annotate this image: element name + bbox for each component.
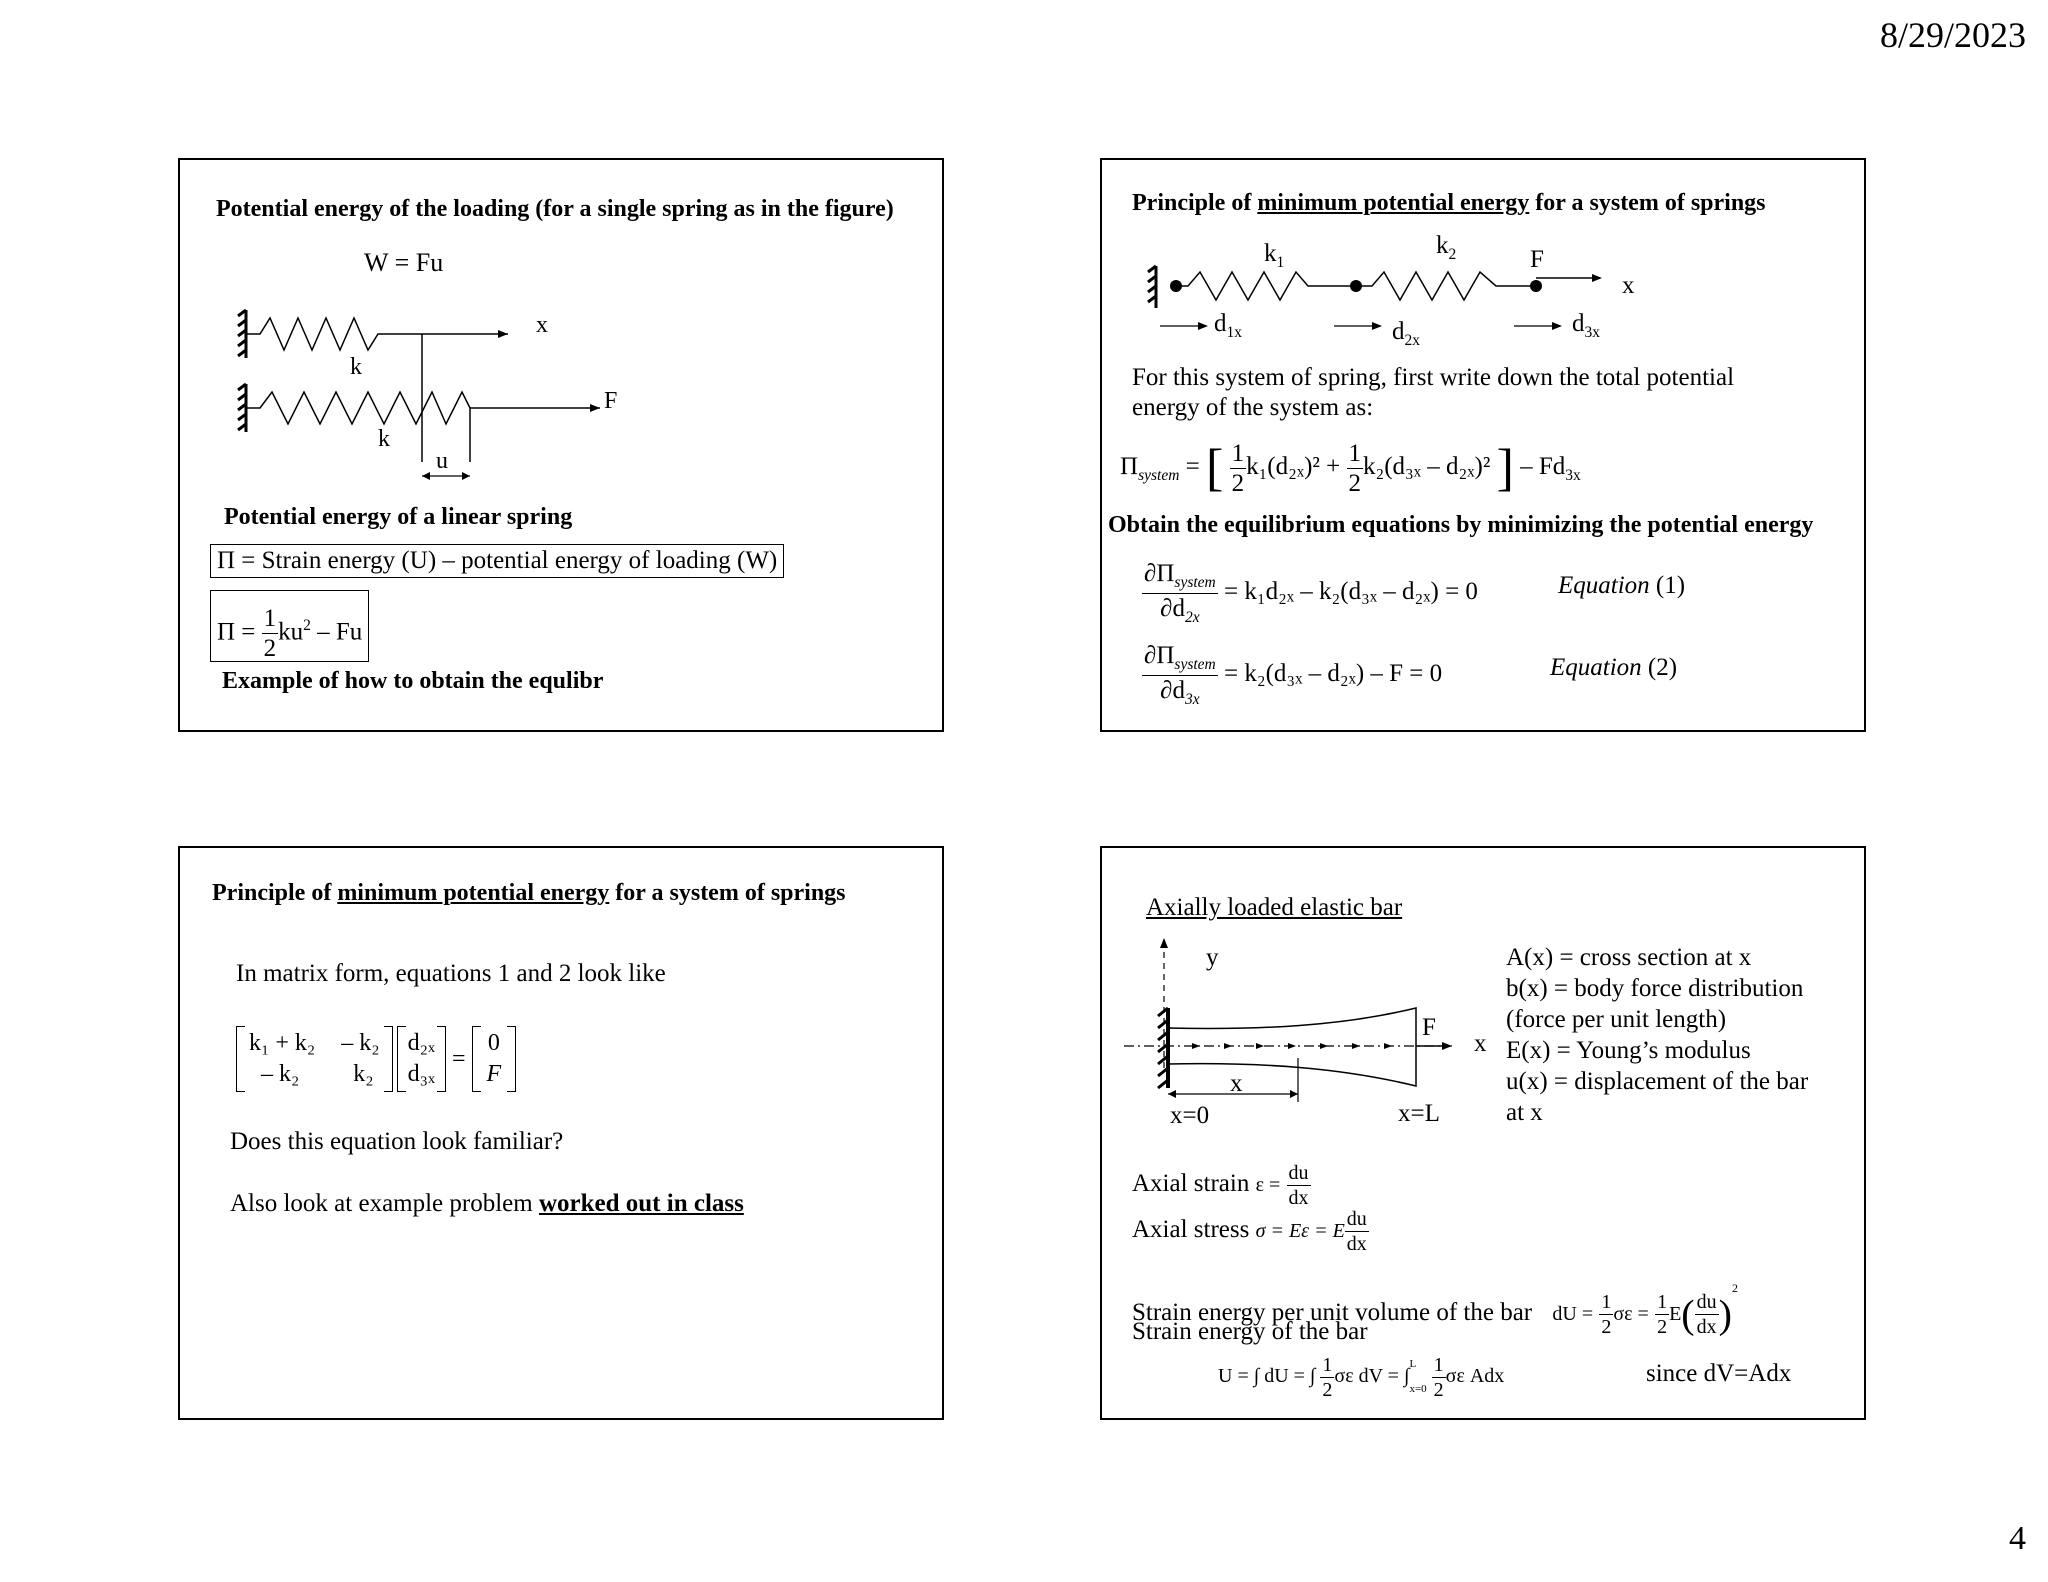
- axial-stress: [1132, 1200, 1369, 1260]
- slide3-heading: [212, 880, 846, 907]
- pi-eq-half: [262, 606, 279, 661]
- k1-sub: 1: [1276, 254, 1285, 271]
- slide4-heading: Axially loaded elastic bar: [1146, 894, 1403, 921]
- force-F-label: F: [1530, 246, 1544, 273]
- wall-bottom-icon: [238, 384, 246, 432]
- half-2: [1347, 441, 1364, 496]
- se-bar-half2-num: 1: [1433, 1353, 1444, 1376]
- se-bar-eq: U = ∫ dU = ∫: [1218, 1365, 1316, 1387]
- slide3-line2: Does this equation look familiar?: [230, 1128, 564, 1155]
- equation-2-label: [1550, 654, 1677, 682]
- eq1-label-num: (1): [1655, 572, 1686, 599]
- fig1-k-bottom-label: k: [378, 426, 390, 452]
- axis-x-label: x: [1622, 272, 1635, 299]
- v2: d₃ₓ: [407, 1061, 435, 1087]
- eq2-den: ∂d: [1160, 676, 1185, 704]
- strain-du: du: [1288, 1161, 1309, 1184]
- eq2-den-sub: 3x: [1184, 690, 1200, 708]
- x0-label: x=0: [1170, 1102, 1210, 1129]
- slide3-line1: In matrix form, equations 1 and 2 look like: [236, 960, 666, 987]
- stiffness-matrix: [245, 1026, 384, 1092]
- pi-system-equation: $\Pi_{system}$ = [ $\frac{1}{2}$ k₁(d₂ₓ)² + $\frac{1}{2}$ k₂(d₃ₓ – d₂ₓ)² ] – $Fd_{3x}$: [1120, 439, 1581, 497]
- axis-x-label: x: [1474, 1030, 1487, 1057]
- worked-out-link: worked out in class: [538, 1190, 744, 1217]
- se-bar-half2-den: 2: [1433, 1378, 1444, 1401]
- slide3-heading-post: for a system of springs: [609, 880, 846, 906]
- wall-icon: [1148, 266, 1156, 308]
- fig1-F-label: F: [604, 388, 618, 414]
- pi-eq-num: 1: [263, 605, 277, 633]
- d2x-label: [1392, 318, 1420, 350]
- r2: F: [486, 1061, 502, 1087]
- def-displacement: u(x) = displacement of the bar: [1506, 1068, 1809, 1095]
- k1-k: k: [1264, 240, 1277, 267]
- stress-label: Axial stress: [1132, 1216, 1250, 1243]
- definitions-list: [1506, 942, 1808, 1128]
- half-2-den: 2: [1348, 469, 1362, 497]
- slide2-heading-pre: Principle of: [1132, 190, 1258, 216]
- stress-dx: dx: [1346, 1232, 1367, 1255]
- se-bar-half-1: [1320, 1355, 1334, 1400]
- eq-tail: – Fd: [1520, 453, 1566, 480]
- se-bar-lim-top: L: [1409, 1358, 1417, 1371]
- node-3-icon: [1530, 280, 1542, 292]
- def-body-force: b(x) = body force distribution: [1506, 975, 1804, 1002]
- pi-eq-lhs: Π =: [217, 618, 256, 646]
- axis-y-label: y: [1206, 944, 1219, 971]
- se-vol-dx: dx: [1696, 1315, 1717, 1338]
- stress-fraction: [1345, 1209, 1369, 1254]
- slide2-eq-heading: Obtain the equilibrium equations by minimizing the potential energy: [1108, 512, 1814, 538]
- displacement-vector: [406, 1026, 437, 1092]
- date-header: 8/29/2023: [1879, 15, 2026, 55]
- slide2-text-line2: energy of the system as:: [1132, 394, 1374, 421]
- k2-label: [1436, 232, 1456, 264]
- eq1-label-word: Equation: [1558, 572, 1650, 599]
- se-bar-label: Strain energy of the bar: [1132, 1318, 1368, 1345]
- se-vol-b: σε =: [1613, 1303, 1649, 1325]
- eq2-label-num: (2): [1647, 654, 1678, 681]
- eq-tail-sub: 3x: [1565, 467, 1581, 484]
- slide-3: [178, 846, 944, 1420]
- page-number: 4: [2009, 1520, 2026, 1557]
- eq-term-1: k₁(d₂ₓ)² +: [1246, 453, 1341, 480]
- pi-eq-den: 2: [263, 635, 277, 663]
- slide1-example: Example of how to obtain the equlibr: [222, 668, 604, 694]
- slide-1: [178, 158, 944, 732]
- pi-equation: [210, 590, 369, 662]
- d1x-sub: 1x: [1226, 324, 1242, 341]
- half-1: [1230, 441, 1247, 496]
- d1x-d: d: [1214, 310, 1227, 337]
- se-vol-sq: 2: [1731, 1281, 1738, 1295]
- se-bar-half-2: [1432, 1355, 1446, 1400]
- eq1-num-sub: system: [1174, 574, 1216, 592]
- se-vol-du: du: [1696, 1290, 1717, 1313]
- eq2-num: ∂Π: [1144, 642, 1175, 670]
- fig1-x-label: x: [536, 312, 548, 338]
- since-note: since dV=Adx: [1646, 1360, 1792, 1387]
- eq-term-2: k₂(d₃ₓ – d₂ₓ)²: [1363, 453, 1491, 480]
- eq1-fraction: [1142, 561, 1218, 625]
- strain-lhs: ε =: [1255, 1174, 1281, 1196]
- force-F-label: F: [1422, 1014, 1436, 1041]
- spring-k2-icon: [1356, 272, 1536, 300]
- def-youngs-modulus: E(x) = Young’s modulus: [1506, 1037, 1751, 1064]
- d2x-sub: 2x: [1404, 332, 1420, 349]
- equation-1: [1142, 556, 1478, 628]
- eq1-den-sub: 2x: [1184, 608, 1200, 626]
- xL-label: x=L: [1398, 1100, 1440, 1127]
- slide-2: [1100, 158, 1866, 732]
- k2-sub: 2: [1448, 246, 1457, 263]
- stress-du: du: [1346, 1207, 1367, 1230]
- slide1-subheading: Potential energy of a linear spring: [224, 504, 573, 530]
- wall-icon: [1158, 1008, 1168, 1088]
- def-displacement-cont: at x: [1506, 1099, 1543, 1126]
- slide-4: [1100, 846, 1866, 1420]
- slide3-heading-pre: Principle of: [212, 880, 338, 906]
- d3x-label: [1572, 310, 1600, 342]
- se-bar-lim-bot: x=0: [1409, 1383, 1427, 1396]
- slide2-heading-underlined: minimum potential energy: [1257, 190, 1530, 216]
- strain-energy-per-volume: Strain energy per unit volume of the bar dU = $\frac{1}{2}$ σε = $\frac{1}{2}$ E( $\frac{du}{dx}$ )$^2$: [1132, 1281, 1738, 1338]
- pi-sys-sub: system: [1138, 467, 1180, 484]
- eq2-fraction: [1142, 643, 1218, 707]
- def-body-force-unit: (force per unit length): [1506, 1006, 1727, 1033]
- spring-k1-icon: [1176, 272, 1356, 300]
- se-vol-dudx: [1695, 1292, 1719, 1337]
- slide1-heading: Potential energy of the loading (for a single spring as in the figure): [216, 196, 894, 222]
- pi-eq-tail: – Fu: [317, 618, 363, 646]
- slide2-heading-post: for a system of springs: [1529, 190, 1766, 216]
- d2x-d: d: [1392, 318, 1405, 345]
- slide3-heading-underlined: minimum potential energy: [337, 880, 610, 906]
- se-vol-half1-den: 2: [1601, 1315, 1612, 1338]
- half-1-num: 1: [1231, 439, 1245, 467]
- section-x-label: x: [1230, 1070, 1243, 1097]
- se-vol-a: dU =: [1552, 1303, 1594, 1325]
- strain-label: Axial strain: [1132, 1170, 1250, 1197]
- eq2-num-sub: system: [1174, 656, 1216, 674]
- single-spring-figure: [180, 160, 944, 490]
- k2-k: k: [1436, 232, 1449, 259]
- v1: d₂ₓ: [407, 1030, 435, 1056]
- pi-definition: Π = Strain energy (U) – potential energy of loading (W): [210, 544, 784, 578]
- eq1-num: ∂Π: [1144, 560, 1175, 588]
- m22: k₂: [353, 1061, 374, 1087]
- eq2-rhs: = k₂(d₃ₓ – d₂ₓ) – F = 0: [1224, 660, 1443, 687]
- spring-bottom-icon: [246, 392, 470, 424]
- se-bar-half1-num: 1: [1322, 1353, 1333, 1376]
- d3x-sub: 3x: [1584, 324, 1600, 341]
- half-1-den: 2: [1231, 469, 1245, 497]
- equation-1-label: [1558, 572, 1685, 600]
- slide3-line3: [230, 1190, 744, 1218]
- pi-eq-ku: ku: [278, 618, 304, 646]
- r1: 0: [487, 1030, 500, 1056]
- se-vol-half1-num: 1: [1601, 1290, 1612, 1313]
- slide3-line3-pre: Also look at example problem: [230, 1190, 539, 1217]
- se-bar-half1-den: 2: [1322, 1378, 1333, 1401]
- work-equation: W = Fu: [364, 248, 444, 277]
- se-vol-half2-num: 1: [1657, 1290, 1668, 1313]
- m12: – k₂: [341, 1030, 380, 1056]
- spring-top-icon: [246, 318, 422, 350]
- strain-energy-of-bar: [1218, 1346, 1504, 1406]
- k1-label: [1264, 240, 1284, 272]
- d1x-label: [1214, 310, 1242, 342]
- matrix-equation: [236, 1026, 516, 1099]
- eq1-den: ∂d: [1160, 594, 1185, 622]
- eq1-rhs: = k₁d₂ₓ – k₂(d₃ₓ – d₂ₓ) = 0: [1224, 578, 1478, 605]
- se-vol-half-1: [1599, 1292, 1613, 1337]
- se-bar-mid: σε dV = ∫: [1334, 1365, 1410, 1387]
- se-bar-end: σε Adx: [1445, 1365, 1505, 1387]
- slide2-text-line1: For this system of spring, first write down the total potential: [1132, 364, 1735, 391]
- se-vol-half2-den: 2: [1657, 1315, 1668, 1338]
- m21: – k₂: [261, 1061, 300, 1087]
- def-area: A(x) = cross section at x: [1506, 944, 1752, 971]
- equation-2: [1142, 638, 1442, 710]
- strain-dx: dx: [1288, 1186, 1309, 1209]
- pi-sys-symbol: Π: [1120, 453, 1139, 480]
- se-vol-label: Strain energy per unit volume of the bar: [1132, 1299, 1533, 1326]
- d3x-d: d: [1572, 310, 1585, 337]
- wall-top-icon: [238, 310, 246, 358]
- m11: k₁ + k₂: [249, 1030, 316, 1056]
- se-vol-c: E: [1669, 1303, 1682, 1325]
- fig1-k-top-label: k: [350, 354, 362, 380]
- eq2-label-word: Equation: [1550, 654, 1642, 681]
- pi-eq-sq: 2: [303, 617, 311, 634]
- fig1-u-label: u: [436, 448, 448, 474]
- stress-lhs: σ = Eε = E: [1255, 1220, 1345, 1242]
- se-vol-half-2: [1655, 1292, 1669, 1337]
- matrix-equals: =: [451, 1045, 466, 1072]
- force-vector: [481, 1026, 508, 1092]
- half-2-num: 1: [1348, 439, 1362, 467]
